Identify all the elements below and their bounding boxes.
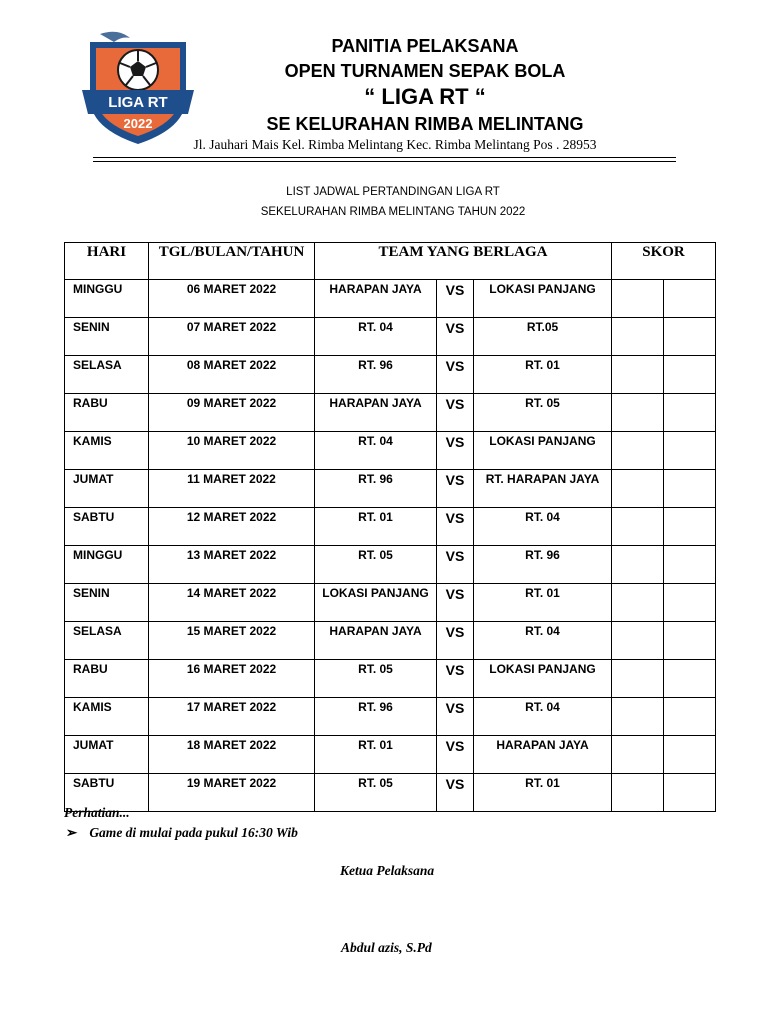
table-row <box>65 470 716 508</box>
schedule-table <box>64 242 716 812</box>
match-date: 09 MARET 2022 <box>149 394 315 432</box>
away-team: RT. 01 <box>474 356 612 394</box>
score-home-cell <box>612 774 664 812</box>
notes-title: Perhatian... <box>64 805 130 820</box>
vs-label: VS <box>437 470 474 508</box>
match-date: 18 MARET 2022 <box>149 736 315 774</box>
home-team: RT. 96 <box>315 470 437 508</box>
score-away-cell <box>664 394 716 432</box>
home-team: RT. 96 <box>315 698 437 736</box>
score-home-cell <box>612 660 664 698</box>
match-day: RABU <box>65 394 149 432</box>
match-date: 16 MARET 2022 <box>149 660 315 698</box>
score-home-cell <box>612 736 664 774</box>
match-day: SELASA <box>65 622 149 660</box>
score-home-cell <box>612 280 664 318</box>
score-home-cell <box>612 546 664 584</box>
home-team: HARAPAN JAYA <box>315 622 437 660</box>
schedule-title: LIST JADWAL PERTANDINGAN LIGA RT <box>286 186 500 198</box>
score-home-cell <box>612 432 664 470</box>
away-team: RT. 96 <box>474 546 612 584</box>
match-date: 19 MARET 2022 <box>149 774 315 812</box>
table-row <box>65 356 716 394</box>
home-team: RT. 01 <box>315 736 437 774</box>
match-date: 14 MARET 2022 <box>149 584 315 622</box>
away-team: LOKASI PANJANG <box>474 280 612 318</box>
match-date: 06 MARET 2022 <box>149 280 315 318</box>
score-away-cell <box>664 508 716 546</box>
match-date: 17 MARET 2022 <box>149 698 315 736</box>
match-day: MINGGU <box>65 280 149 318</box>
col-header-score: SKOR <box>612 243 716 280</box>
score-home-cell <box>612 508 664 546</box>
away-team: RT. 01 <box>474 584 612 622</box>
score-home-cell <box>612 584 664 622</box>
match-day: SENIN <box>65 584 149 622</box>
home-team: RT. 05 <box>315 774 437 812</box>
home-team: LOKASI PANJANG <box>315 584 437 622</box>
score-home-cell <box>612 318 664 356</box>
header-address: Jl. Jauhari Mais Kel. Rimba Melintang Kec. Rimba Melintang Pos . 28953 <box>193 137 597 152</box>
home-team: RT. 01 <box>315 508 437 546</box>
table-row <box>65 546 716 584</box>
vs-label: VS <box>437 356 474 394</box>
vs-label: VS <box>437 508 474 546</box>
match-date: 12 MARET 2022 <box>149 508 315 546</box>
table-row <box>65 698 716 736</box>
table-row <box>65 736 716 774</box>
vs-label: VS <box>437 774 474 812</box>
vs-label: VS <box>437 698 474 736</box>
home-team: RT. 04 <box>315 318 437 356</box>
score-away-cell <box>664 318 716 356</box>
score-away-cell <box>664 280 716 318</box>
vs-label: VS <box>437 280 474 318</box>
col-header-day: HARI <box>65 243 149 280</box>
away-team: RT. 05 <box>474 394 612 432</box>
score-away-cell <box>664 356 716 394</box>
match-day: SABTU <box>65 508 149 546</box>
table-row <box>65 622 716 660</box>
vs-label: VS <box>437 432 474 470</box>
arrowhead-bullet-icon: ➢ <box>66 825 78 840</box>
away-team: LOKASI PANJANG <box>474 660 612 698</box>
vs-label: VS <box>437 660 474 698</box>
away-team: RT. 04 <box>474 698 612 736</box>
match-date: 07 MARET 2022 <box>149 318 315 356</box>
score-home-cell <box>612 356 664 394</box>
score-home-cell <box>612 394 664 432</box>
match-day: SENIN <box>65 318 149 356</box>
col-header-teams: TEAM YANG BERLAGA <box>315 243 612 280</box>
table-row <box>65 318 716 356</box>
table-row <box>65 508 716 546</box>
vs-label: VS <box>437 546 474 584</box>
table-header-row <box>65 243 716 280</box>
score-home-cell <box>612 698 664 736</box>
vs-label: VS <box>437 584 474 622</box>
away-team: RT. 04 <box>474 622 612 660</box>
score-away-cell <box>664 736 716 774</box>
away-team: LOKASI PANJANG <box>474 432 612 470</box>
table-row <box>65 584 716 622</box>
score-away-cell <box>664 432 716 470</box>
score-home-cell <box>612 470 664 508</box>
header-committee: PANITIA PELAKSANA <box>331 36 519 56</box>
score-away-cell <box>664 584 716 622</box>
notes-bullet <box>66 825 298 841</box>
match-day: KAMIS <box>65 432 149 470</box>
score-away-cell <box>664 470 716 508</box>
match-day: SABTU <box>65 774 149 812</box>
match-date: 13 MARET 2022 <box>149 546 315 584</box>
away-team: RT. HARAPAN JAYA <box>474 470 612 508</box>
away-team: HARAPAN JAYA <box>474 736 612 774</box>
table-row <box>65 660 716 698</box>
score-home-cell <box>612 622 664 660</box>
match-day: SELASA <box>65 356 149 394</box>
notes-bullet-text: Game di mulai pada pukul 16:30 Wib <box>89 825 298 840</box>
score-away-cell <box>664 660 716 698</box>
match-date: 15 MARET 2022 <box>149 622 315 660</box>
header-kelurahan: SE KELURAHAN RIMBA MELINTANG <box>266 114 584 134</box>
score-away-cell <box>664 546 716 584</box>
vs-label: VS <box>437 318 474 356</box>
home-team: RT. 96 <box>315 356 437 394</box>
table-row <box>65 280 716 318</box>
table-row <box>65 432 716 470</box>
signature-name: Abdul azis, S.Pd <box>341 940 432 955</box>
table-row <box>65 774 716 812</box>
home-team: HARAPAN JAYA <box>315 280 437 318</box>
score-away-cell <box>664 774 716 812</box>
match-date: 10 MARET 2022 <box>149 432 315 470</box>
vs-label: VS <box>437 736 474 774</box>
vs-label: VS <box>437 622 474 660</box>
header-tournament: OPEN TURNAMEN SEPAK BOLA <box>284 61 566 81</box>
vs-label: VS <box>437 394 474 432</box>
table-row <box>65 394 716 432</box>
logo-text-year: 2022 <box>123 116 153 131</box>
home-team: HARAPAN JAYA <box>315 394 437 432</box>
match-day: RABU <box>65 660 149 698</box>
away-team: RT.05 <box>474 318 612 356</box>
match-day: MINGGU <box>65 546 149 584</box>
match-day: JUMAT <box>65 736 149 774</box>
schedule-subtitle: SEKELURAHAN RIMBA MELINTANG TAHUN 2022 <box>260 206 526 218</box>
home-team: RT. 05 <box>315 660 437 698</box>
home-team: RT. 04 <box>315 432 437 470</box>
header-league-name: “ LIGA RT “ <box>364 84 486 109</box>
score-away-cell <box>664 698 716 736</box>
away-team: RT. 01 <box>474 774 612 812</box>
match-date: 11 MARET 2022 <box>149 470 315 508</box>
score-away-cell <box>664 622 716 660</box>
away-team: RT. 04 <box>474 508 612 546</box>
header-divider <box>93 157 676 158</box>
logo-text-liga: LIGA RT <box>108 94 168 111</box>
match-day: JUMAT <box>65 470 149 508</box>
header-divider-thin <box>93 161 676 162</box>
match-day: KAMIS <box>65 698 149 736</box>
match-date: 08 MARET 2022 <box>149 356 315 394</box>
home-team: RT. 05 <box>315 546 437 584</box>
col-header-date: TGL/BULAN/TAHUN <box>149 243 315 280</box>
signature-role: Ketua Pelaksana <box>340 863 435 878</box>
